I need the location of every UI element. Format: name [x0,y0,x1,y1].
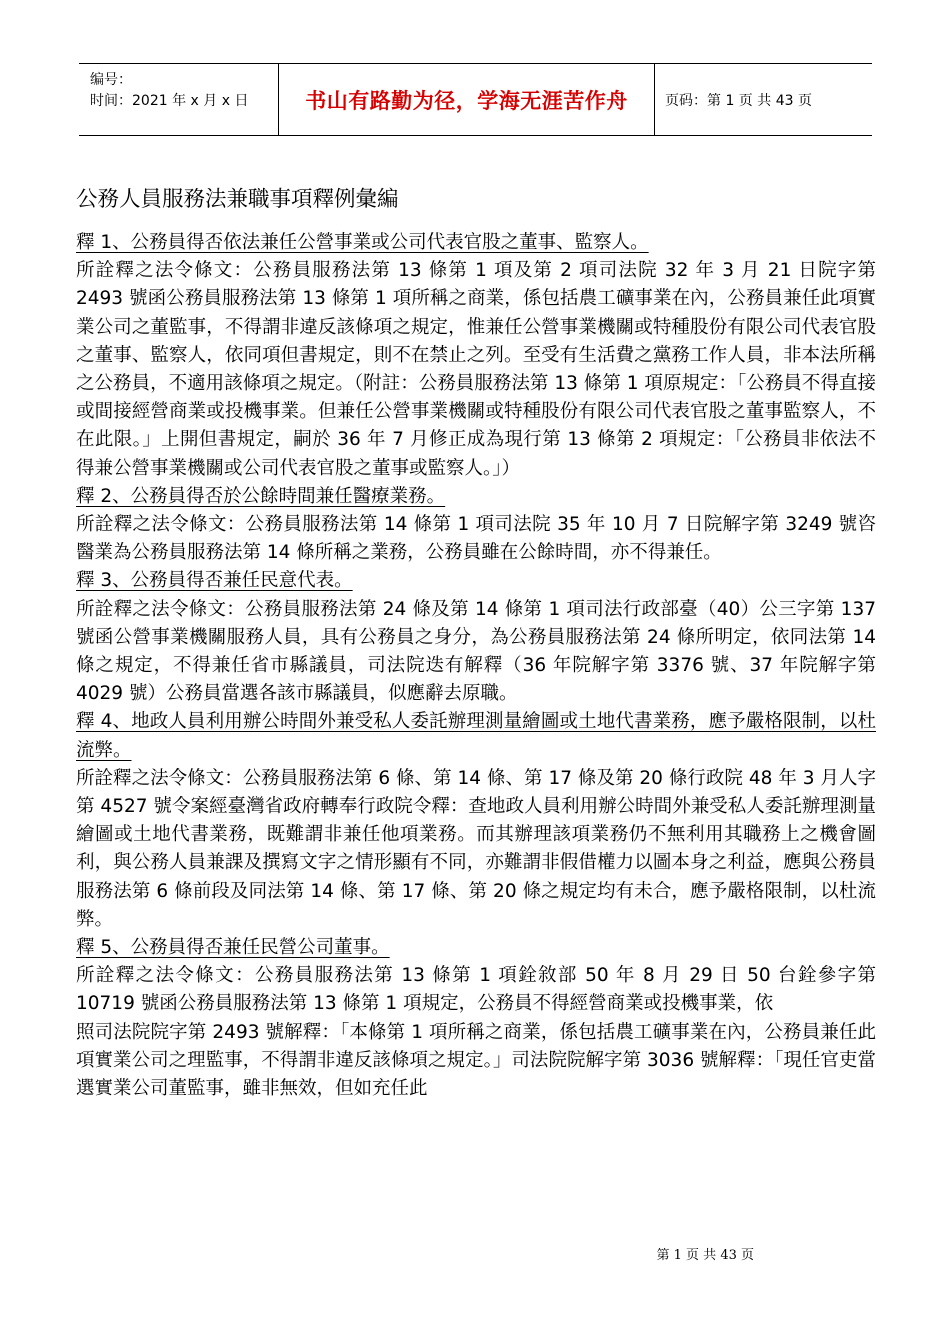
body-paragraph-2: 所詮釋之法令條文：公務員服務法第 14 條第 1 項司法院 35 年 10 月 7 日院解字第 3249 號咨醫業為公務員服務法第 14 條所稱之業務，公務員雖在公餘時間，亦不得兼任。 [76,514,876,564]
header-meta [79,64,279,135]
document-title: 公務人員服務法兼職事項釋例彙編 [76,187,399,212]
question-heading-4: 釋 4、地政人員利用辦公時間外兼受私人委託辦理測量繪圖或土地代書業務，應予嚴格限制，以杜流弊。 [76,711,876,761]
header-motto-cell [279,64,655,135]
question-heading-1: 釋 1、公務員得否依法兼任公營事業或公司代表官股之董事、監察人。 [76,232,649,253]
document-body [76,229,876,1103]
body-paragraph-4: 所詮釋之法令條文：公務員服務法第 6 條、第 14 條、第 17 條及第 20 條行政院 48 年 3 月人字第 4527 號令案經臺灣省政府轉奉行政院令釋：查地政人員利用辦公時間外兼受私人委託辦理測量繪圖或土地代書業務，既難謂非兼任他項業務。而其辦理該項業務仍不無利用其職務上之機會圖利，與公務人員兼課及撰寫文字之情形顯有不同，亦難謂非假借權力以圖本身之利益，應與公務員服務法第 6 條前段及同法第 14 條、第 17 條、第 20 條之規定均有未合，應予嚴格限制，以杜流弊。 [76,767,876,930]
header-number-label: 编号： [90,72,132,88]
header-motto: 书山有路勤为径，学海无涯苦作舟 [305,87,628,113]
question-heading-5: 釋 5、公務員得否兼任民營公司董事。 [76,937,390,959]
header-page-info: 页码：第 1 页 共 43 页 [665,92,812,109]
question-heading-3: 釋 3、公務員得否兼任民意代表。 [76,570,353,592]
question-heading-2: 釋 2、公務員得否於公餘時間兼任醫療業務。 [76,485,446,507]
body-paragraph-5a: 所詮釋之法令條文：公務員服務法第 13 條第 1 項銓敘部 50 年 8 月 29 日 50 台銓參字第 10719 號函公務員服務法第 13 條第 1 項規定，公務員不得經營商業或投機事業，依 [76,965,876,1015]
body-paragraph-1: 所詮釋之法令條文：公務員服務法第 13 條第 1 項及第 2 項司法院 32 年 3 月 21 日院字第 2493 號函公務員服務法第 13 條第 1 項所稱之商業，係包括農工礦事業在內，公務員兼任此項實業公司之董監事，不得謂非違反該條項之規定，惟兼任公營事業機關或特種股份有限公司代表官股之董事、監察人，依同項但書規定，則不在禁止之列。至受有生活費之黨務工作人員，非本法所稱之公務員，不適用該條項之規定。（附註：公務員服務法第 13 條第 1 項原規定：「公務員不得直接或間接經營商業或投機事業。但兼任公營事業機關或特種股份有限公司代表官股之董事監察人，不在此限。」上開但書規定，嗣於 36 年 7 月修正成為現行第 13 條第 2 項規定：「公務員非依法不得兼公營事業機關或公司代表官股之董事或監察人。」） [76,260,876,479]
page-footer: 第 1 页 共 43 页 [656,1248,754,1263]
header-time-label: 时间：2021 年 x 月 x 日 [90,93,249,109]
body-paragraph-3: 所詮釋之法令條文：公務員服務法第 24 條及第 14 條第 1 項司法行政部臺（40）公三字第 137 號函公營事業機關服務人員，具有公務員之身分，為公務員服務法第 24 條所明定，依同法第 14 條之規定，不得兼任省市縣議員，司法院迭有解釋（36 年院解字第 3376 號、37 年院解字第 4029 號）公務員當選各該市縣議員，似應辭去原職。 [76,598,876,705]
page-header [79,63,872,136]
body-paragraph-5b: 照司法院院字第 2493 號解釋：「本條第 1 項所稱之商業，係包括農工礦事業在內，公務員兼任此項實業公司之理監事，不得謂非違反該條項之規定。」司法院院解字第 3036 號解釋：「現任官吏當選實業公司董監事，雖非無效，但如充任此 [76,1021,876,1100]
